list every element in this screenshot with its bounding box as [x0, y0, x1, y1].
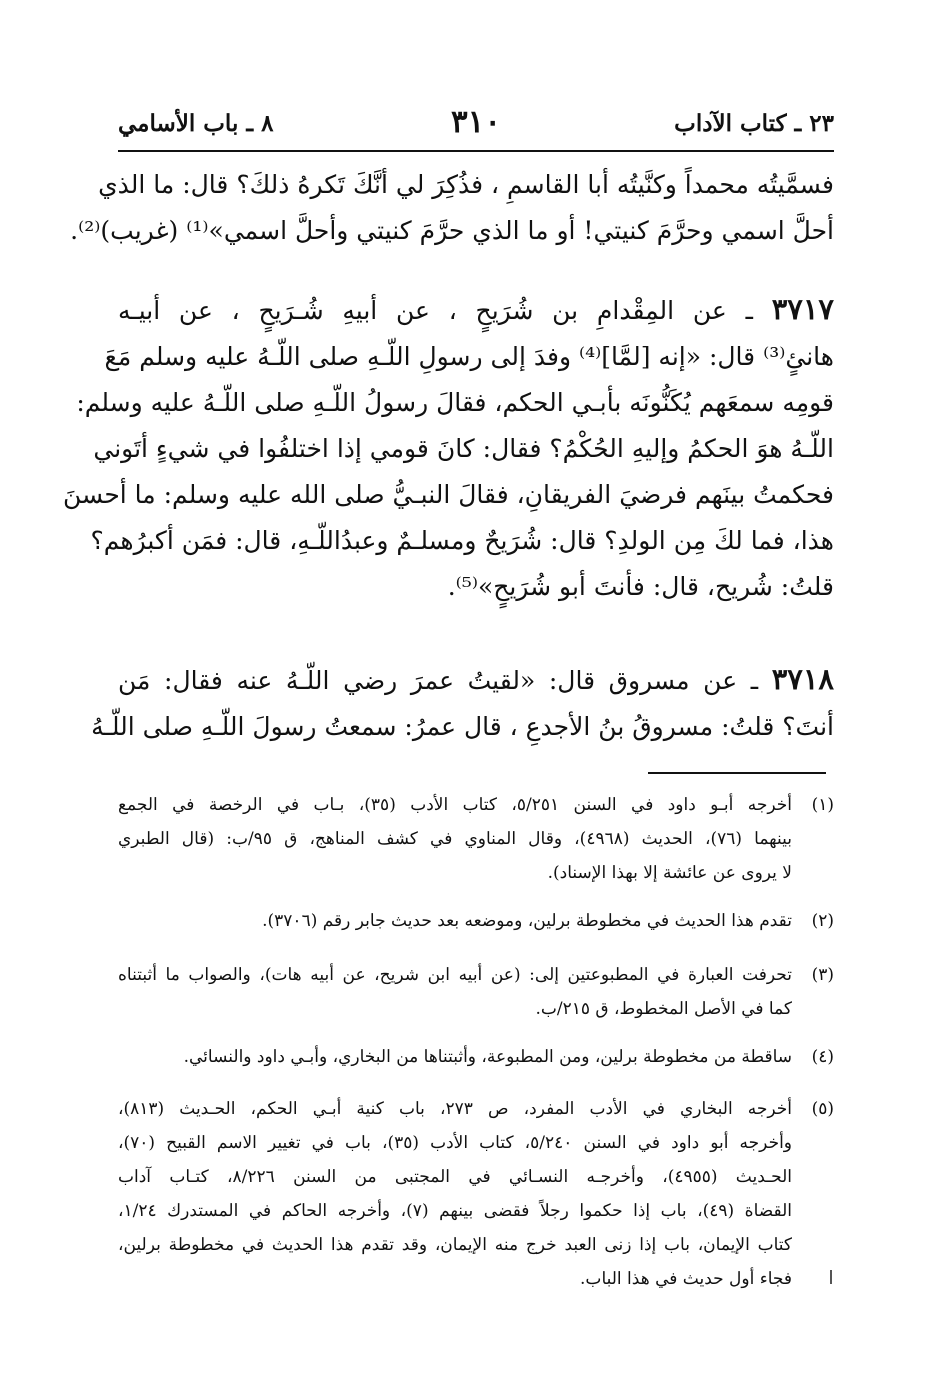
footnote-line: ساقطة من مخطوطة برلين، ومن المطبوعة، وأثبتناها من البخاري، وأبـي داود والنسائي. [183, 1047, 792, 1067]
footnote-label: (٣) [811, 965, 834, 985]
text-line [118, 286, 834, 334]
page-number: ٣١٠ [451, 104, 501, 140]
paragraph-continuation [70, 162, 834, 254]
text-fragment: ـ عن المِقْدامِ بن شُرَيحٍ ، عن أبيهِ شُـرَيحٍ ، عن أبيـه [118, 296, 753, 325]
footnote-line: أخرجه البخاري في الأدب المفرد، ص ٢٧٣، باب كنية أبـي الحكم، الحـديث (٨١٣)، [118, 1099, 792, 1119]
footnote-text [118, 1092, 792, 1296]
footnote-label: (١) [811, 795, 834, 815]
footnote-line: وأخرجه أبو داود في السنن ٥/٢٤٠، كتاب الأدب (٣٥)، باب في تغيير الاسم القبيح (٧٠)، [118, 1133, 793, 1153]
footnote-line: الحـديث (٤٩٥٥)، وأخرجـه النسـائي في المجتبى من السنن ٨/٢٢٦، كتـاب آداب [118, 1167, 793, 1187]
text-line: اللّـهُ هوَ الحكمُ وإليهِ الحُكْمُ؟ فقال: كانَ قومي إذا اختلفُوا في شيءٍ أتَوني [93, 434, 834, 463]
footnote-text [118, 788, 792, 890]
footnote-text [118, 1040, 792, 1074]
footnote-1 [118, 788, 834, 890]
footnote-separator [118, 772, 826, 774]
chapter-title: ٨ ـ باب الأسامي [118, 110, 274, 137]
footnote-line: بينهما (٧٦)، الحديث (٤٩٦٨)، وقال المناوي في كشف المناهج، ق ٩٥/ب: (قال الطبري [118, 829, 792, 849]
footnote-4 [118, 1040, 834, 1074]
header-rule [118, 150, 834, 152]
footnote-line: كما في الأصل المخطوط، ق ٢١٥/ب. [535, 999, 792, 1019]
text-line [118, 656, 834, 704]
book-title: ٢٣ ـ كتاب الآداب [674, 110, 834, 137]
footnote-line: أخرجه أبـو داود في السنن ٥/٢٥١، كتاب الأدب (٣٥)، بـاب في الرخصة في الجمع [118, 795, 792, 815]
footnote-5 [118, 1092, 834, 1296]
text-line: هذا، فما لكَ مِن الولدِ؟ قال: شُرَيحٌ ومسلـمٌ وعبدُاللّـهِ، قال: فمَن أكبرُهم؟ [90, 526, 834, 555]
hadith-3717 [63, 286, 834, 610]
footnote-line: لا يروى عن عائشة إلا بهذا الإسناد). [547, 863, 792, 883]
footnote-line: القضاة (٤٩)، باب إذا حكموا رجلاً فقضى بينهم (٧)، وأخرجه الحاكم في المستدرك ١/٢٤، [118, 1201, 792, 1221]
text-fragment: ـ عن مسروق قال: «لقيتُ عمرَ رضي اللّـهُ عنه فقال: مَن [118, 666, 759, 695]
text-line: أنتَ؟ قلتُ: مسروقُ بنُ الأجدعِ ، قال عمرُ: سمعتُ رسولَ اللّـهِ صلى اللّـهُ [91, 712, 834, 741]
text-line: أحلَّ اسمي وحرَّمَ كنيتي! أو ما الذي حرَّمَ كنيتي وأحلَّ اسمي»⁽¹⁾ (غريب)⁽²⁾. [70, 216, 834, 245]
footnote-3 [118, 958, 834, 1026]
footnote-label: (٢) [811, 911, 834, 931]
text-line: قلتُ: شُريح، قال: فأنتَ أبو شُرَيحٍ»⁽⁵⁾. [447, 572, 834, 601]
text-line: فسمَّيتُه محمداً وكنَّيتُه أبا القاسمِ ، فذُكِرَ لي أنَّكَ تَكرهُ ذلكَ؟ قال: ما الذي [98, 170, 834, 199]
text-line: هانئٍ⁽³⁾ قال: «إنه [لمَّا]⁽⁴⁾ وفدَ إلى رسولِ اللّـهِ صلى اللّـهُ عليه وسلم مَعَ [104, 342, 834, 371]
footnote-line: كتاب الإيمان، باب إذا زنى العبد خرج منه الإيمان، وقد تقدم هذا الحديث في مخطوطة برلين، [118, 1235, 792, 1255]
footnote-line: فجاء أول حديث في هذا الباب. [580, 1269, 792, 1289]
footnote-line: تقدم هذا الحديث في مخطوطة برلين، وموضعه بعد حديث جابر رقم (٣٧٠٦). [262, 911, 792, 931]
footnote-line: تحرفت العبارة في المطبوعتين إلى: (عن أبيه ابن شريح، عن أبيه هات)، والصواب ما أثبتناه [118, 965, 792, 985]
margin-mark [830, 1270, 832, 1284]
hadith-number: ٣٧١٨ [771, 662, 834, 696]
footnote-text [118, 904, 792, 938]
footnote-separator-bar [648, 772, 826, 774]
hadith-3718 [91, 656, 834, 750]
footnote-label: (٤) [811, 1047, 834, 1067]
page-header [118, 104, 834, 148]
footnote-2 [118, 904, 834, 938]
footnote-text [118, 958, 792, 1026]
hadith-number: ٣٧١٧ [771, 292, 834, 326]
text-line: فحكمتُ بينَهم فرضيَ الفريقانِ، فقالَ النبـيُّ صلى الله عليه وسلم: ما أحسنَ [63, 480, 834, 509]
text-line: قومِه سمعَهم يُكَنُّونَه بأبـي الحكم، فقالَ رسولُ اللّـهِ صلى اللّـهُ عليه وسلم: [76, 388, 834, 417]
footnote-label: (٥) [811, 1099, 834, 1119]
